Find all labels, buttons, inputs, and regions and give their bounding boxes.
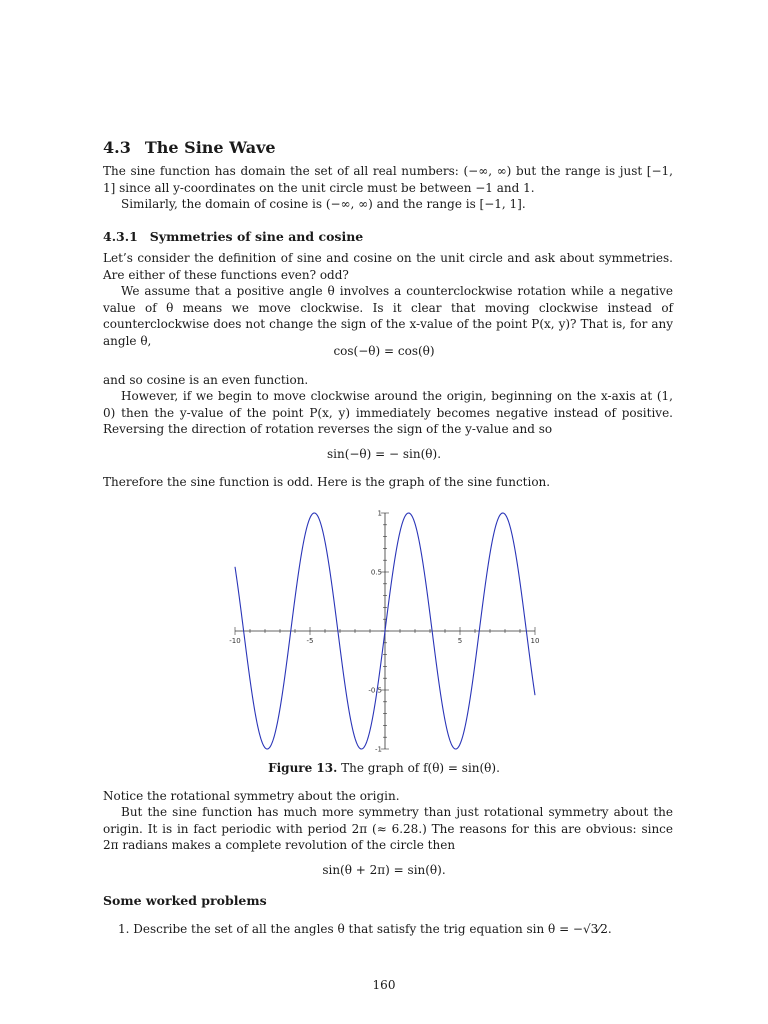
figure-caption: [0, 761, 768, 775]
y-tick-label: -0.5: [368, 686, 382, 695]
figure-caption-text: The graph of f(θ) = sin(θ).: [341, 761, 500, 775]
equation-sin-odd: sin(−θ) = − sin(θ).: [326, 447, 442, 461]
subsection-heading: [103, 229, 363, 244]
x-tick-label: -5: [306, 637, 314, 645]
y-tick-label: -1: [375, 745, 382, 754]
intro-paragraph-1: The sine function has domain the set of all real numbers: (−∞, ∞) but the range is just [−1, 1] since all y-coordinates on the unit circle must be between −1 and 1.: [103, 164, 673, 195]
figure-label: Figure 13.: [268, 761, 338, 775]
body-paragraph-9: But the sine function has much more symmetry than just rotational symmetry about the origin. It is in fact periodic with period 2π (≈ 6.28.) The reasons for this are obvious: since 2π radians makes a complete revolution of the circle then: [103, 805, 673, 852]
subsection-number: 4.3.1: [103, 229, 138, 244]
intro-paragraph-2: Similarly, the domain of cosine is (−∞, ∞) and the range is [−1, 1].: [121, 197, 526, 211]
body-paragraph-6: However, if we begin to move clockwise around the origin, beginning on the x-axis at (1, 0) then the y-value of the point P(x, y) immediately becomes negative instead of positive. Reversing the direction of rotation reverses the sign of the y-value and so: [103, 389, 673, 436]
equation-periodic: sin(θ + 2π) = sin(θ).: [322, 863, 446, 877]
page-number: 160: [372, 978, 396, 992]
worked-problems-heading: Some worked problems: [103, 893, 267, 908]
sine-graph: [225, 505, 545, 757]
worked-problem-1: [118, 922, 612, 936]
body-paragraph-5: and so cosine is an even function.: [103, 373, 309, 387]
equation-cos-even: cos(−θ) = cos(θ): [333, 344, 435, 358]
x-tick-label: 5: [457, 637, 463, 645]
chart-tick-labels: [229, 510, 539, 754]
body-paragraph-8: Notice the rotational symmetry about the origin.: [103, 789, 400, 803]
y-tick-label: 1: [377, 509, 382, 518]
section-heading: [103, 138, 276, 157]
subsection-title: Symmetries of sine and cosine: [149, 229, 364, 244]
problem-number: 1.: [118, 922, 130, 936]
body-paragraph-4: We assume that a positive angle θ involves a counterclockwise rotation while a negative value of θ means we move clockwise. Is it clear that moving clockwise instead of counterclockwise does not change the sign of the x-value of the point P(x, y)? That is, for any angle θ,: [103, 284, 673, 348]
y-tick-label: 0.5: [370, 568, 382, 577]
problem-text: Describe the set of all the angles θ that satisfy the trig equation sin θ = −√3⁄2.: [133, 922, 612, 936]
body-paragraph-7: Therefore the sine function is odd. Here is the graph of the sine function.: [103, 475, 551, 489]
section-title: The Sine Wave: [144, 138, 276, 157]
body-paragraph-3: Let’s consider the definition of sine and cosine on the unit circle and ask about symmetries. Are either of these functions even? odd?: [103, 251, 673, 282]
section-number: 4.3: [103, 138, 131, 157]
x-tick-label: -10: [229, 637, 241, 645]
x-tick-label: 10: [530, 637, 540, 645]
